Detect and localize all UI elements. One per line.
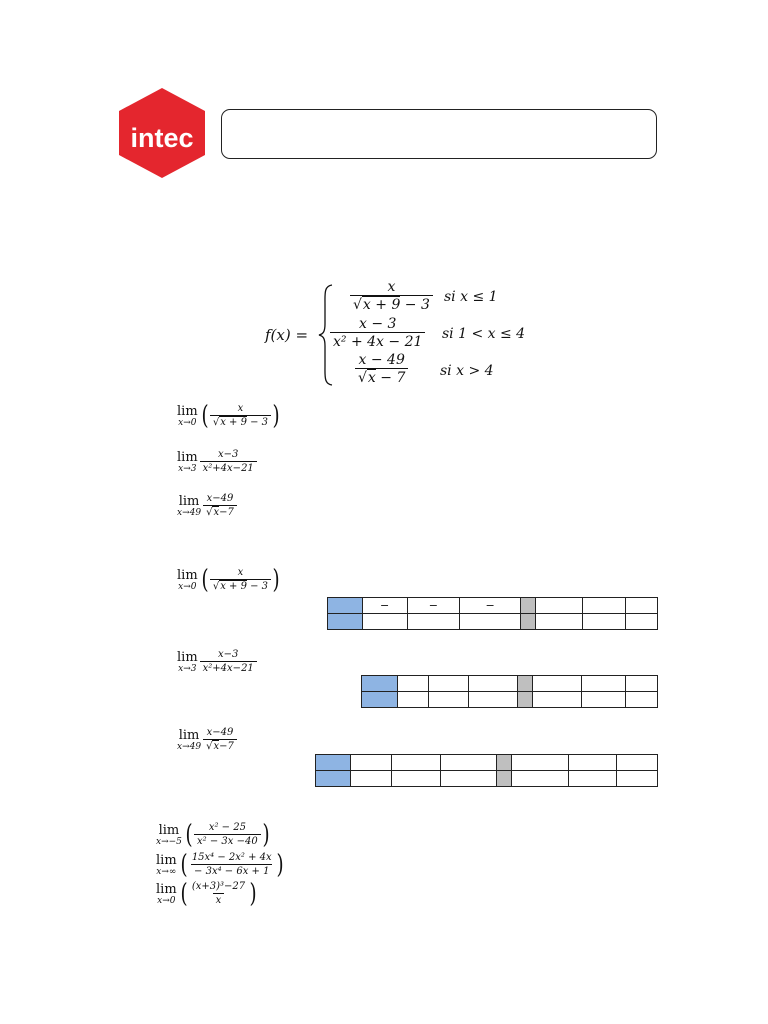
value-table xyxy=(327,597,658,630)
table-row xyxy=(316,755,658,771)
case-3: $\frac{x - 49}{√x - 7}$ xyxy=(355,352,408,386)
case-1-condition: si x ≤ 1 xyxy=(444,289,498,305)
logo-text: intec xyxy=(130,123,194,153)
table-row xyxy=(362,692,658,708)
limit-expression: lim x→49 $\frac{x-49}{√x-7}$ xyxy=(177,727,237,753)
value-table xyxy=(361,675,658,708)
header-box xyxy=(221,109,657,159)
table-row xyxy=(362,676,658,692)
limit-expression: lim x→0 ( $\frac{\text{(x+3)³−27}}{x}$ ) xyxy=(156,879,257,909)
case-3-condition: si x > 4 xyxy=(440,363,494,379)
function-label: f(x) = xyxy=(265,326,309,344)
case-1: $\frac{x}{√x + 9 - 3}$ xyxy=(350,279,433,313)
limit-expression: lim x→3 $\frac{x-3}{\text{x²+4x−21}}$ xyxy=(177,649,257,675)
limit-expression: lim x→∞ ( $\frac{\text{15x⁴ − 2x² + 4x}}{\text{− 3x⁴ − 6x + 1}}$ ) xyxy=(156,850,284,880)
case-2: $\frac{x - 3}{\text{x² + 4x − 21}}$ xyxy=(330,316,425,350)
limit-expression: lim x→0 ( $\frac{x}{√x + 9 - 3}$ ) xyxy=(177,565,280,595)
table-row: − − − xyxy=(328,598,658,614)
limit-expression: lim x→49 $\frac{x-49}{√x-7}$ xyxy=(177,493,237,519)
limit-expression: lim x→−5 ( $\frac{\text{x² − 25}}{\text{x² − 3x −40}}$ ) xyxy=(156,820,270,850)
limit-expression: lim x→0 ( $\frac{x}{√x + 9 - 3}$ ) xyxy=(177,401,280,431)
case-2-condition: si 1 < x ≤ 4 xyxy=(442,326,526,342)
limit-expression: lim x→3 $\frac{x-3}{\text{x²+4x−21}}$ xyxy=(177,449,257,475)
table-row xyxy=(316,771,658,787)
table-row xyxy=(328,614,658,630)
intec-logo xyxy=(117,87,207,179)
value-table xyxy=(315,754,658,787)
